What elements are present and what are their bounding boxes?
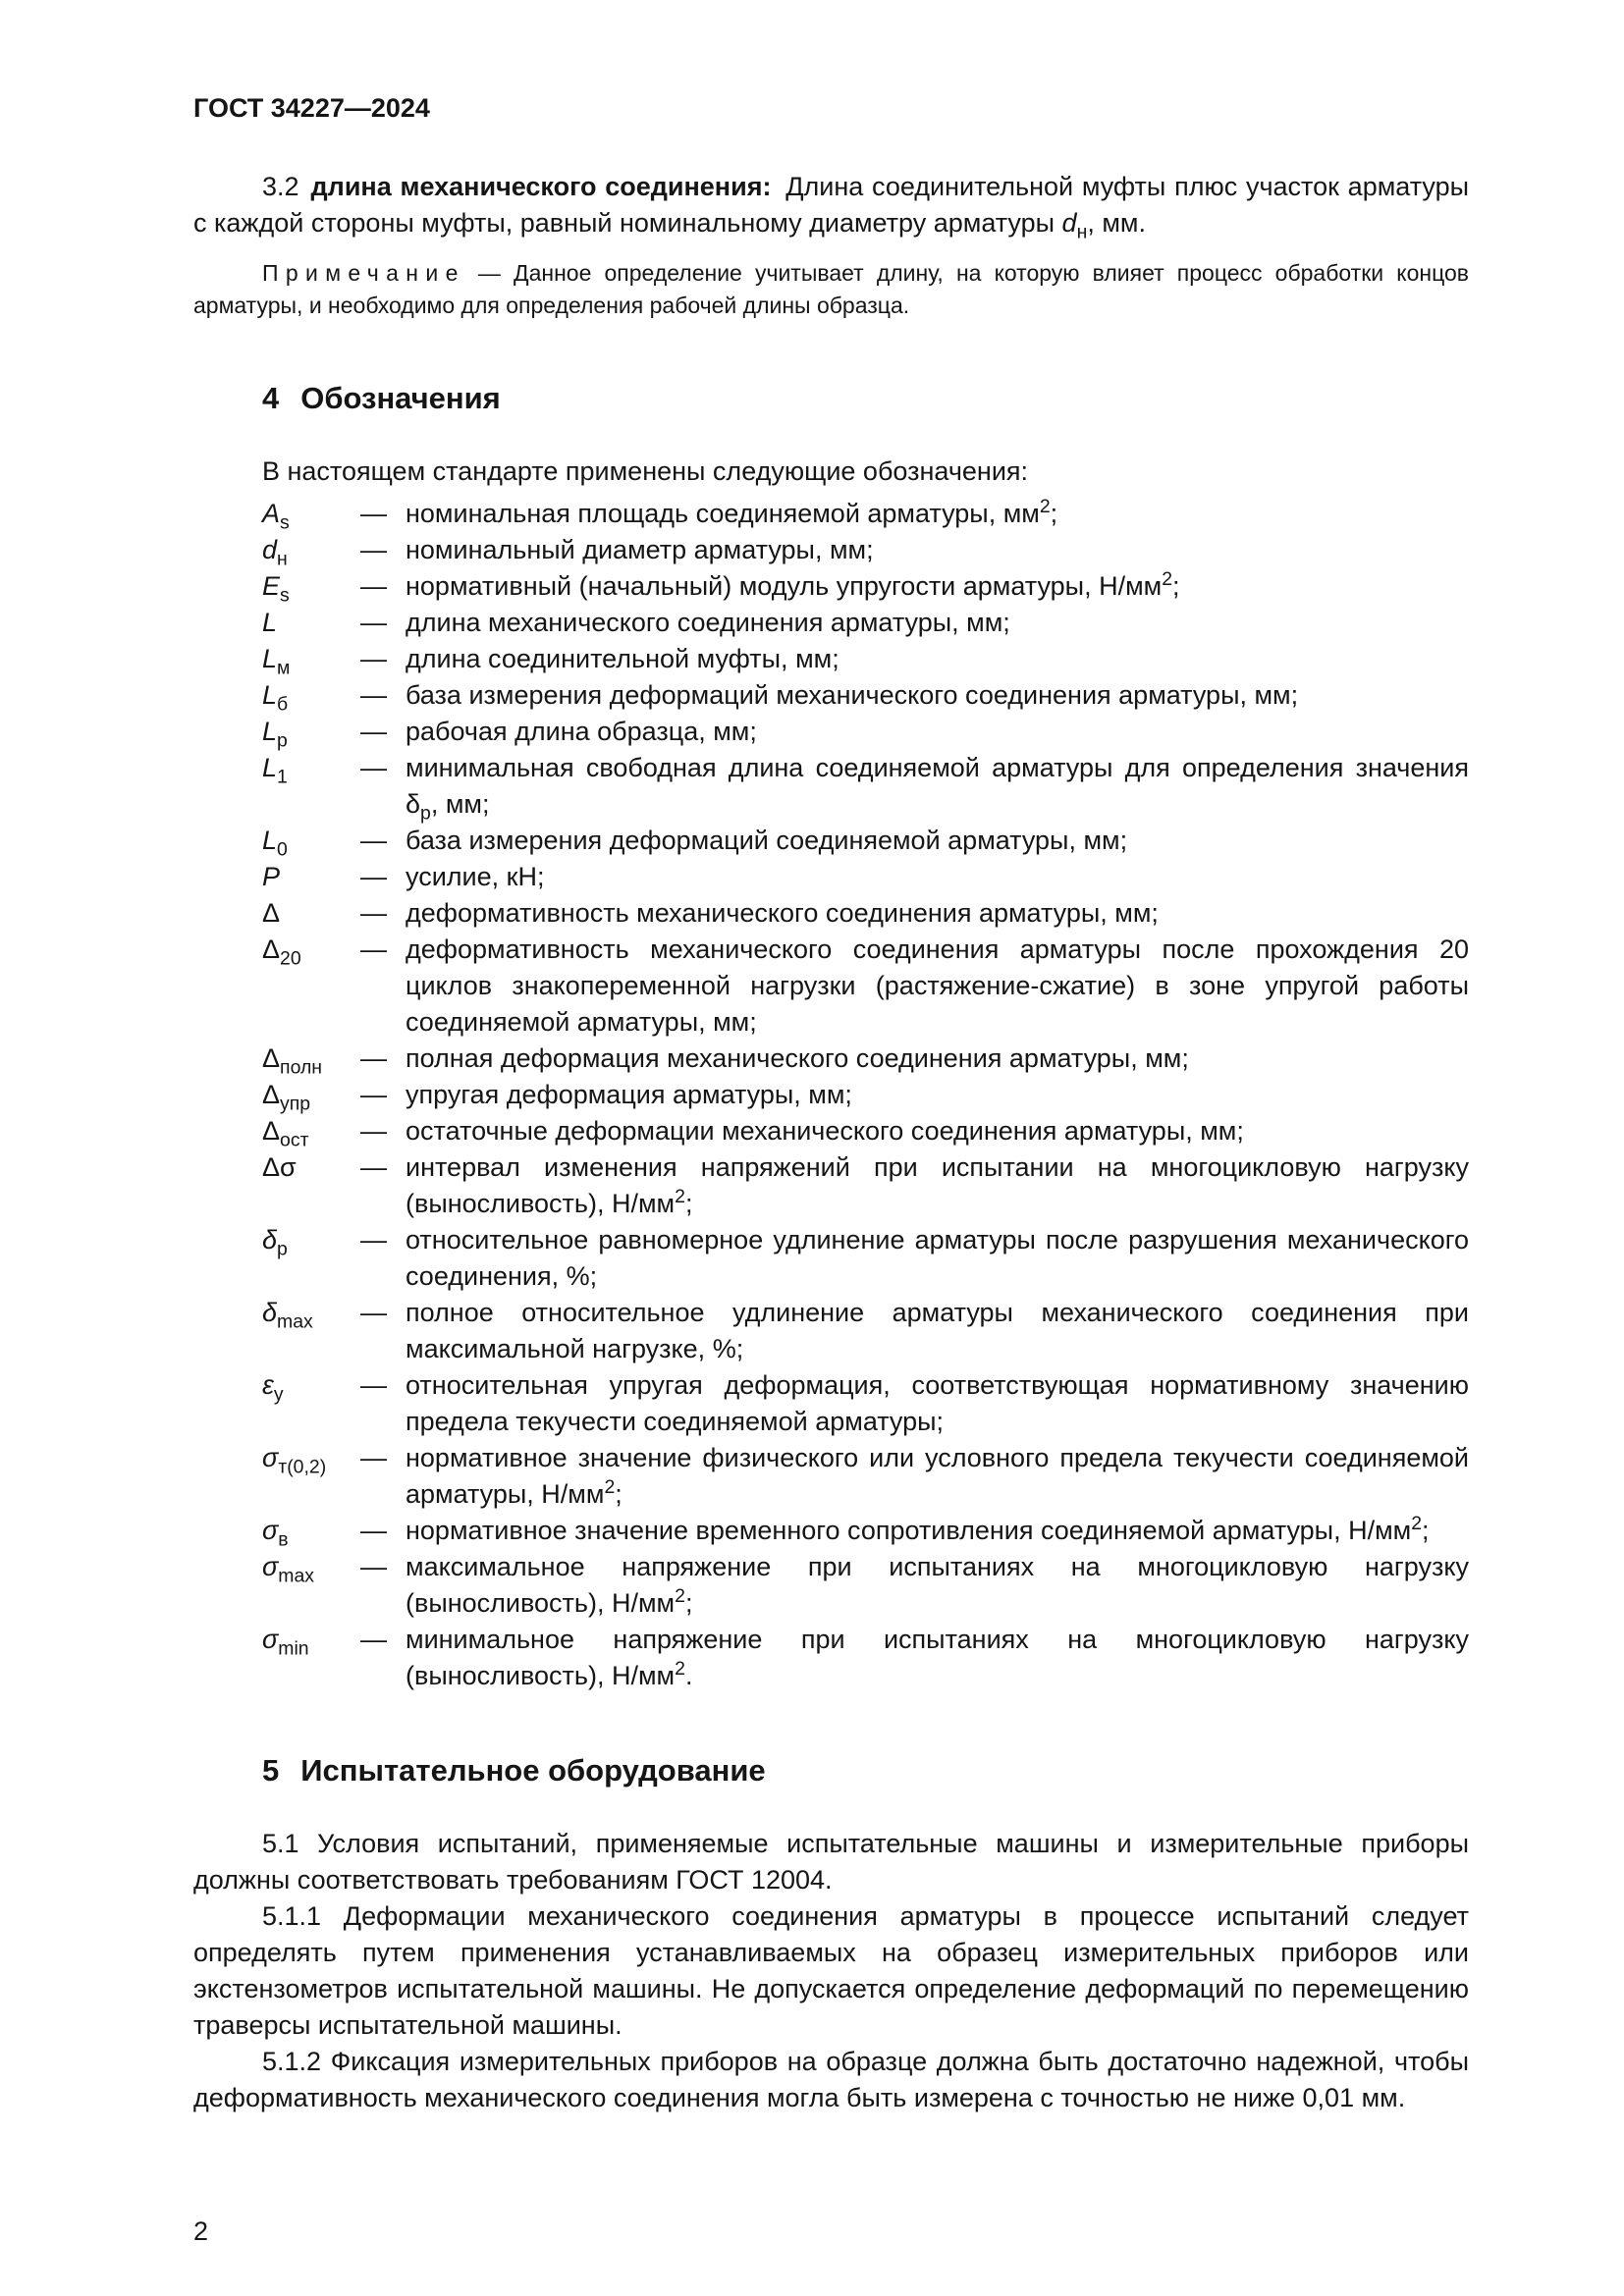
symbol-row — [262, 532, 1469, 568]
symbol: $L_м$ — [262, 644, 291, 679]
document-header: ГОСТ 34227—2024 — [193, 93, 430, 123]
definition-term: длина механического соединения: — [310, 172, 772, 201]
symbol-row — [262, 1440, 1469, 1513]
paragraph-5-1: 5.1 Условия испытаний, применяемые испытательные машины и измерительные приборы должны соответствовать требованиям ГОСТ 12004. — [193, 1829, 1469, 1895]
symbol-definition: номинальный диаметр арматуры, мм; — [406, 535, 874, 564]
symbol: $L_0$ — [262, 826, 288, 861]
symbol-dash: — — [360, 1625, 387, 1654]
symbol-row — [262, 1149, 1469, 1222]
symbol-row — [262, 605, 1469, 641]
symbol-dash: — — [360, 934, 387, 964]
symbol-dash: — — [360, 1116, 387, 1146]
symbol: $\Delta_{20}$ — [262, 934, 301, 970]
symbol: $\Delta_{полн}$ — [262, 1043, 323, 1079]
symbol-row — [262, 1622, 1469, 1694]
symbol: P — [262, 862, 281, 891]
symbol-row — [262, 677, 1469, 714]
symbol: $\sigma_{min}$ — [262, 1625, 309, 1660]
section-5-heading — [193, 1753, 1469, 1789]
symbol-row — [262, 895, 1469, 932]
symbol: $\delta_р$ — [262, 1225, 288, 1260]
symbol: $\Delta_{упр}$ — [262, 1080, 311, 1115]
symbol-definition: полное относительное удлинение арматуры механического соединения при максимальной нагрузке, %; — [406, 1298, 1469, 1363]
symbol-dash: — — [360, 608, 387, 637]
symbol: $L_р$ — [262, 717, 288, 752]
symbol-definition: относительное равномерное удлинение арматуры после разрушения механического соединения, %; — [406, 1225, 1469, 1291]
symbol-d: d — [1061, 208, 1077, 238]
symbol: Δ — [262, 898, 281, 928]
section-5-title: Испытательное оборудование — [300, 1753, 766, 1788]
symbol-dash: — — [360, 1552, 387, 1581]
symbol-dash: — — [360, 571, 387, 601]
note-label: Примечание — [262, 260, 465, 286]
symbol-definition: полная деформация механического соединения арматуры, мм; — [406, 1043, 1189, 1073]
symbol-dash: — — [360, 753, 387, 782]
symbol: Δσ — [262, 1152, 297, 1182]
symbol-row — [262, 1513, 1469, 1549]
symbol-definition: рабочая длина образца, мм; — [406, 717, 757, 746]
paragraph-5-1-1: 5.1.1 Деформации механического соединения арматуры в процессе испытаний следует определять путем применения устанавливаемых на образец измерительных приборов или экстензометров испытательной машины. Не допускается определение деформаций по перемещению траверсы испытательной машины. — [193, 1901, 1469, 2040]
symbol-definition: деформативность механического соединения арматуры после прохождения 20 циклов знакопеременной нагрузки (растяжение-сжатие) в зоне упругой работы соединяемой арматуры, мм; — [406, 934, 1469, 1037]
note-text: Данное определение учитывает длину, на которую влияет процесс обработки концов арматуры, и необходимо для определения рабочей длины образца. — [193, 260, 1469, 318]
symbol-definition: интервал изменения напряжений при испытании на многоцикловую нагрузку (выносливость), $Н/мм^2$; — [406, 1152, 1469, 1218]
symbol-definition: база измерения деформаций механического соединения арматуры, мм; — [406, 680, 1299, 710]
definition-paragraph — [193, 169, 1469, 241]
section-5-number: 5 — [262, 1753, 280, 1788]
symbol: $L_1$ — [262, 753, 288, 788]
symbol: $\sigma_в$ — [262, 1516, 289, 1551]
page-number: 2 — [193, 2216, 209, 2246]
clause-number: 3.2 — [262, 172, 299, 201]
symbol-definition: минимальное напряжение при испытаниях на многоцикловую нагрузку (выносливость), $Н/мм^2$. — [406, 1625, 1469, 1690]
symbol-definition: нормативное значение физического или условного предела текучести соединяемой арматуры, $Н/мм^2$; — [406, 1443, 1469, 1509]
symbol-definition: максимальное напряжение при испытаниях на многоцикловую нагрузку (выносливость), $Н/мм^2$; — [406, 1552, 1469, 1618]
symbol-definition: нормативный (начальный) модуль упругости арматуры, $Н/мм^2$; — [406, 568, 1180, 601]
symbol-dash: — — [360, 1298, 387, 1327]
definition-text: Длина соединительной муфты плюс участок арматуры с каждой стороны муфты, равный номинальному диаметру арматуры — [193, 172, 1469, 238]
symbol-dash: — — [360, 1370, 387, 1400]
symbol-row — [262, 1367, 1469, 1440]
symbol-definition: усилие, кН; — [406, 862, 545, 891]
symbol-dash: — — [360, 1043, 387, 1073]
symbol-dash: — — [360, 644, 387, 673]
definition-text-end: , мм. — [1087, 208, 1146, 238]
symbol: $L_б$ — [262, 680, 289, 716]
symbol-definition: длина соединительной муфты, мм; — [406, 644, 839, 673]
symbol: $\Delta_{ост}$ — [262, 1116, 309, 1151]
symbol: $\sigma_{max}$ — [262, 1552, 315, 1587]
symbol-definition: деформативность механического соединения арматуры, мм; — [406, 898, 1159, 928]
symbol: $\delta_{max}$ — [262, 1298, 313, 1333]
symbol-dash: — — [360, 826, 387, 855]
symbol: $E_s$ — [262, 571, 290, 607]
symbol-definition: относительная упругая деформация, соответствующая нормативному значению предела текучести соединяемой арматуры; — [406, 1370, 1469, 1436]
symbol-row — [262, 1077, 1469, 1113]
symbol-dash: — — [360, 499, 387, 528]
section-5-body — [193, 1826, 1469, 2116]
symbol-dash: — — [360, 680, 387, 710]
symbols-list — [262, 496, 1469, 1694]
symbol-dash: — — [360, 1152, 387, 1182]
symbol-definition: остаточные деформации механического соединения арматуры, мм; — [406, 1116, 1244, 1146]
symbols-intro: В настоящем стандарте применены следующие обозначения: — [262, 456, 1029, 486]
symbol: $d_н$ — [262, 535, 288, 570]
section-4-heading — [193, 381, 1469, 416]
symbol-dash: — — [360, 717, 387, 746]
symbol-dash: — — [360, 1080, 387, 1109]
symbol-definition: номинальная площадь соединяемой арматуры, $мм^2$; — [406, 496, 1058, 528]
symbol-row — [262, 568, 1469, 605]
symbol-definition: длина механического соединения арматуры, мм; — [406, 608, 1010, 637]
symbol-definition: упругая деформация арматуры, мм; — [406, 1080, 852, 1109]
symbol-dash: — — [360, 862, 387, 891]
symbol-row — [262, 859, 1469, 895]
section-4-title: Обозначения — [300, 381, 501, 415]
symbol-definition: база измерения деформаций соединяемой арматуры, мм; — [406, 826, 1128, 855]
symbol-row — [262, 750, 1469, 823]
symbol-d-subscript: н — [1076, 221, 1088, 243]
symbol-dash: — — [360, 1443, 387, 1472]
paragraph-5-1-2: 5.1.2 Фиксация измерительных приборов на образце должна быть достаточно надежной, чтобы деформативность механического соединения могла быть измерена с точностью не ниже 0,01 мм. — [193, 2047, 1469, 2112]
note-dash: — — [477, 260, 501, 286]
symbol: $\varepsilon_у$ — [262, 1370, 284, 1406]
symbol-row — [262, 1041, 1469, 1077]
symbol-definition: нормативное значение временного сопротивления соединяемой арматуры, $Н/мм^2$; — [406, 1513, 1430, 1545]
symbol-row — [262, 714, 1469, 750]
symbol: L — [262, 608, 278, 637]
symbol-row — [262, 641, 1469, 677]
symbol-row — [262, 1549, 1469, 1622]
symbol-dash: — — [360, 1225, 387, 1255]
symbol-row — [262, 1113, 1469, 1149]
symbol-dash: — — [360, 898, 387, 928]
symbol-row — [262, 1222, 1469, 1295]
symbol-row — [262, 932, 1469, 1041]
symbol: $\sigma_{т(0,2)}$ — [262, 1443, 327, 1478]
symbol: $A_s$ — [262, 499, 290, 534]
symbol-dash: — — [360, 1516, 387, 1545]
symbol-row — [262, 823, 1469, 859]
section-4-number: 4 — [262, 381, 280, 415]
symbol-row — [262, 1295, 1469, 1367]
note-paragraph — [193, 257, 1469, 322]
symbol-dash: — — [360, 535, 387, 564]
symbol-definition: минимальная свободная длина соединяемой арматуры для определения значения $\delta_р$, мм; — [406, 753, 1469, 825]
symbol-row — [262, 496, 1469, 532]
